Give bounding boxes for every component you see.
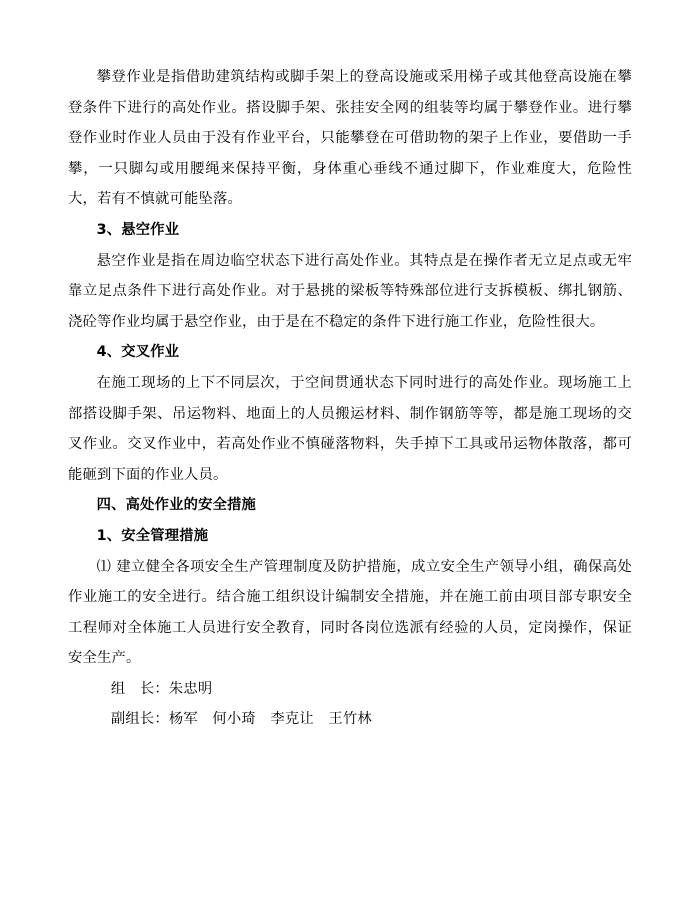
paragraph-cross-work: 在施工现场的上下不同层次，于空间贯通状态下同时进行的高处作业。现场施工上部搭设脚手架、吊运物料、地面上的人员搬运材料、制作钢筋等等，都是施工现场的交叉作业。交叉作业中，若高处作业不慎碰落物料，失手掉下工具或吊运物体散落，都可能砸到下面的作业人员。 [68,374,632,483]
heading-suspended-work: 3、悬空作业 [96,221,180,238]
document-body [68,62,632,735]
paragraph-suspended-work: 悬空作业是指在周边临空状态下进行高处作业。其特点是在操作者无立足点或无牢靠立足点条件下进行高处作业。对于悬挑的梁板等特殊部位进行支拆模板、绑扎钢筋、浇砼等作业均属于悬空作业，由于是在不稳定的条件下进行施工作业，危险性很大。 [68,252,632,330]
heading-cross-work: 4、交叉作业 [96,344,180,361]
heading-safety-measures: 四、高处作业的安全措施 [96,497,257,514]
line-group-leader: 组 长：朱忠明 [110,680,213,697]
line-deputy-leaders: 副组长：杨军 何小琦 李克让 王竹林 [110,711,372,728]
paragraph-climbing-work: 攀登作业是指借助建筑结构或脚手架上的登高设施或采用梯子或其他登高设施在攀登条件下进行的高处作业。搭设脚手架、张挂安全网的组装等均属于攀登作业。进行攀登作业时作业人员由于没有作业平台，只能攀登在可借助物的架子上作业，要借助一手攀，一只脚勾或用腰绳来保持平衡，身体重心垂线不通过脚下，作业难度大，危险性大，若有不慎就可能坠落。 [68,69,632,208]
heading-safety-management: 1、安全管理措施 [96,527,209,544]
paragraph-item-1: ⑴ 建立健全各项安全生产管理制度及防护措施，成立安全生产领导小组，确保高处作业施工的安全进行。结合施工组织设计编制安全措施，并在施工前由项目部专职安全工程师对全体施工人员进行安全教育，同时各岗位选派有经验的人员，定岗操作，保证安全生产。 [68,558,632,667]
